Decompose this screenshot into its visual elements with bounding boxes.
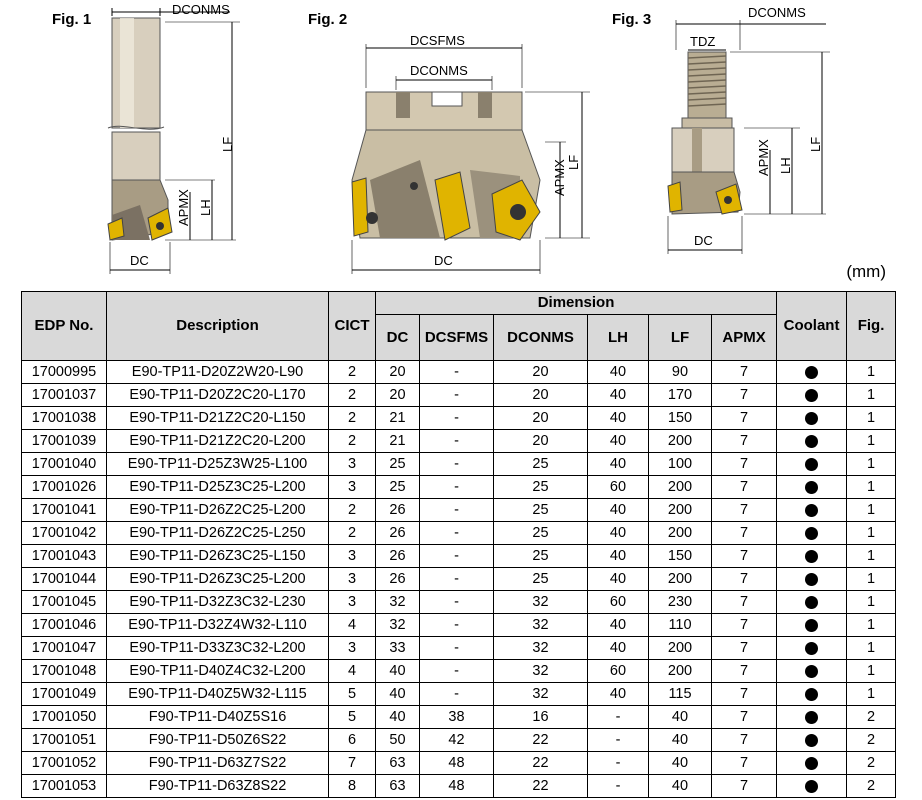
cell-fig: 1 — [847, 568, 896, 591]
cell-dcsfms: - — [420, 476, 494, 499]
cell-dcsfms: - — [420, 430, 494, 453]
cell-dc: 40 — [376, 683, 420, 706]
coolant-dot-icon — [805, 435, 818, 448]
cell-lh: 40 — [588, 407, 649, 430]
coolant-dot-icon — [805, 711, 818, 724]
cell-apmx: 7 — [712, 499, 777, 522]
fig3-drawing — [612, 5, 830, 254]
cell-cict: 3 — [329, 476, 376, 499]
cell-apmx: 7 — [712, 545, 777, 568]
fig2-dcsfms-label: DCSFMS — [410, 33, 465, 48]
col-header-description: Description — [107, 292, 329, 361]
cell-apmx: 7 — [712, 637, 777, 660]
cell-dcsfms: - — [420, 522, 494, 545]
col-header-fig: Fig. — [847, 292, 896, 361]
coolant-dot-icon — [805, 734, 818, 747]
col-header-coolant: Coolant — [777, 292, 847, 361]
cell-description: F90-TP11-D63Z7S22 — [107, 752, 329, 775]
cell-dc: 26 — [376, 568, 420, 591]
figures-panel — [0, 0, 922, 290]
table-row — [22, 522, 896, 545]
cell-lh: 40 — [588, 361, 649, 384]
cell-cict: 3 — [329, 545, 376, 568]
cell-edp-no: 17001037 — [22, 384, 107, 407]
coolant-dot-icon — [805, 665, 818, 678]
cell-dconms: 32 — [494, 591, 588, 614]
cell-cict: 3 — [329, 637, 376, 660]
fig2-lf-label: LF — [566, 154, 581, 170]
cell-lf: 200 — [649, 499, 712, 522]
cell-cict: 3 — [329, 453, 376, 476]
cell-lh: - — [588, 775, 649, 798]
cell-dcsfms: 38 — [420, 706, 494, 729]
cell-lf: 200 — [649, 568, 712, 591]
cell-description: F90-TP11-D63Z8S22 — [107, 775, 329, 798]
cell-edp-no: 17001046 — [22, 614, 107, 637]
cell-edp-no: 17001052 — [22, 752, 107, 775]
cell-edp-no: 17001047 — [22, 637, 107, 660]
cell-apmx: 7 — [712, 407, 777, 430]
cell-lh: 40 — [588, 499, 649, 522]
cell-dc: 25 — [376, 453, 420, 476]
table-body — [22, 361, 896, 798]
cell-dcsfms: - — [420, 614, 494, 637]
cell-dcsfms: - — [420, 545, 494, 568]
cell-fig: 2 — [847, 706, 896, 729]
cell-dcsfms: - — [420, 499, 494, 522]
cell-dcsfms: - — [420, 568, 494, 591]
cell-cict: 7 — [329, 752, 376, 775]
cell-fig: 1 — [847, 430, 896, 453]
cell-dc: 20 — [376, 361, 420, 384]
cell-dcsfms: - — [420, 453, 494, 476]
coolant-dot-icon — [805, 527, 818, 540]
cell-description: E90-TP11-D26Z3C25-L150 — [107, 545, 329, 568]
fig1-label: Fig. 1 — [52, 11, 92, 28]
fig1-apmx-label: APMX — [176, 189, 191, 226]
cell-description: E90-TP11-D32Z4W32-L110 — [107, 614, 329, 637]
cell-lh: 60 — [588, 660, 649, 683]
cell-fig: 1 — [847, 660, 896, 683]
col-header-apmx: APMX — [712, 315, 777, 361]
cell-description: F90-TP11-D50Z6S22 — [107, 729, 329, 752]
cell-edp-no: 17000995 — [22, 361, 107, 384]
coolant-dot-icon — [805, 688, 818, 701]
fig2-label: Fig. 2 — [308, 11, 348, 28]
table-row — [22, 384, 896, 407]
cell-dcsfms: - — [420, 361, 494, 384]
cell-coolant — [777, 775, 847, 798]
cell-edp-no: 17001050 — [22, 706, 107, 729]
cell-lf: 200 — [649, 637, 712, 660]
cell-lf: 200 — [649, 430, 712, 453]
cell-dconms: 25 — [494, 453, 588, 476]
col-header-dimension: Dimension — [376, 292, 777, 315]
cell-fig: 1 — [847, 614, 896, 637]
cell-dconms: 20 — [494, 430, 588, 453]
table-row — [22, 683, 896, 706]
cell-edp-no: 17001051 — [22, 729, 107, 752]
cell-apmx: 7 — [712, 453, 777, 476]
fig2-dconms-label: DCONMS — [410, 63, 468, 78]
cell-coolant — [777, 361, 847, 384]
cell-dcsfms: - — [420, 407, 494, 430]
cell-edp-no: 17001039 — [22, 430, 107, 453]
cell-cict: 2 — [329, 407, 376, 430]
cell-fig: 1 — [847, 361, 896, 384]
cell-lf: 100 — [649, 453, 712, 476]
cell-apmx: 7 — [712, 568, 777, 591]
fig3-dc-label: DC — [694, 233, 713, 248]
cell-edp-no: 17001048 — [22, 660, 107, 683]
table-row — [22, 706, 896, 729]
cell-coolant — [777, 591, 847, 614]
cell-apmx: 7 — [712, 752, 777, 775]
cell-apmx: 7 — [712, 775, 777, 798]
cell-edp-no: 17001045 — [22, 591, 107, 614]
cell-dconms: 25 — [494, 522, 588, 545]
table-row — [22, 729, 896, 752]
cell-lh: 40 — [588, 522, 649, 545]
cell-fig: 1 — [847, 683, 896, 706]
table-row — [22, 614, 896, 637]
cell-coolant — [777, 706, 847, 729]
cell-lh: 40 — [588, 614, 649, 637]
cell-lf: 115 — [649, 683, 712, 706]
cell-description: E90-TP11-D25Z3W25-L100 — [107, 453, 329, 476]
fig2-apmx-label: APMX — [552, 159, 567, 196]
table-row — [22, 637, 896, 660]
cell-apmx: 7 — [712, 683, 777, 706]
table-row — [22, 775, 896, 798]
fig2-dc-label: DC — [434, 253, 453, 268]
cell-fig: 1 — [847, 384, 896, 407]
cell-dconms: 25 — [494, 476, 588, 499]
cell-dconms: 22 — [494, 775, 588, 798]
table-row — [22, 499, 896, 522]
cell-dc: 21 — [376, 430, 420, 453]
cell-dc: 32 — [376, 614, 420, 637]
coolant-dot-icon — [805, 550, 818, 563]
cell-dconms: 25 — [494, 499, 588, 522]
cell-cict: 2 — [329, 384, 376, 407]
fig3-tdz-label: TDZ — [690, 34, 716, 49]
cell-lh: 40 — [588, 384, 649, 407]
cell-lf: 40 — [649, 729, 712, 752]
cell-dc: 63 — [376, 775, 420, 798]
table-row — [22, 591, 896, 614]
cell-lf: 200 — [649, 660, 712, 683]
col-header-dcsfms: DCSFMS — [420, 315, 494, 361]
cell-dcsfms: - — [420, 660, 494, 683]
cell-dconms: 16 — [494, 706, 588, 729]
cell-lf: 170 — [649, 384, 712, 407]
col-header-edp: EDP No. — [22, 292, 107, 361]
cell-description: E90-TP11-D20Z2W20-L90 — [107, 361, 329, 384]
cell-description: E90-TP11-D25Z3C25-L200 — [107, 476, 329, 499]
cell-lh: 40 — [588, 545, 649, 568]
cell-coolant — [777, 752, 847, 775]
fig3-label: Fig. 3 — [612, 11, 652, 28]
cell-apmx: 7 — [712, 361, 777, 384]
cell-dcsfms: - — [420, 384, 494, 407]
coolant-dot-icon — [805, 619, 818, 632]
cell-lf: 200 — [649, 522, 712, 545]
cell-description: E90-TP11-D21Z2C20-L150 — [107, 407, 329, 430]
cell-dconms: 20 — [494, 384, 588, 407]
cell-description: E90-TP11-D26Z3C25-L200 — [107, 568, 329, 591]
cell-edp-no: 17001038 — [22, 407, 107, 430]
cell-fig: 1 — [847, 476, 896, 499]
table-row — [22, 407, 896, 430]
coolant-dot-icon — [805, 757, 818, 770]
cell-apmx: 7 — [712, 430, 777, 453]
cell-dconms: 20 — [494, 361, 588, 384]
cell-apmx: 7 — [712, 476, 777, 499]
fig3-lf-label: LF — [808, 136, 823, 152]
cell-coolant — [777, 545, 847, 568]
cell-fig: 1 — [847, 522, 896, 545]
cell-lf: 200 — [649, 476, 712, 499]
cell-cict: 2 — [329, 522, 376, 545]
coolant-dot-icon — [805, 481, 818, 494]
col-header-lh: LH — [588, 315, 649, 361]
cell-fig: 2 — [847, 729, 896, 752]
cell-apmx: 7 — [712, 591, 777, 614]
cell-dconms: 20 — [494, 407, 588, 430]
fig3-dconms-label: DCONMS — [748, 5, 806, 20]
cell-cict: 5 — [329, 706, 376, 729]
col-header-dc: DC — [376, 315, 420, 361]
cell-fig: 1 — [847, 453, 896, 476]
coolant-dot-icon — [805, 389, 818, 402]
cell-lf: 150 — [649, 545, 712, 568]
cell-coolant — [777, 453, 847, 476]
fig3-lh-label: LH — [778, 157, 793, 174]
cell-coolant — [777, 407, 847, 430]
cell-edp-no: 17001044 — [22, 568, 107, 591]
cell-coolant — [777, 430, 847, 453]
cell-dc: 50 — [376, 729, 420, 752]
cell-lh: 40 — [588, 637, 649, 660]
cell-lf: 90 — [649, 361, 712, 384]
cell-coolant — [777, 499, 847, 522]
col-header-lf: LF — [649, 315, 712, 361]
cell-lh: - — [588, 729, 649, 752]
cell-edp-no: 17001043 — [22, 545, 107, 568]
cell-fig: 2 — [847, 752, 896, 775]
cell-dconms: 25 — [494, 568, 588, 591]
cell-dconms: 32 — [494, 683, 588, 706]
spec-table — [21, 291, 896, 798]
cell-apmx: 7 — [712, 614, 777, 637]
coolant-dot-icon — [805, 412, 818, 425]
cell-description: F90-TP11-D40Z5S16 — [107, 706, 329, 729]
cell-dc: 63 — [376, 752, 420, 775]
cell-description: E90-TP11-D20Z2C20-L170 — [107, 384, 329, 407]
cell-dcsfms: - — [420, 637, 494, 660]
cell-coolant — [777, 476, 847, 499]
table-row — [22, 476, 896, 499]
cell-lf: 230 — [649, 591, 712, 614]
cell-description: E90-TP11-D33Z3C32-L200 — [107, 637, 329, 660]
coolant-dot-icon — [805, 504, 818, 517]
cell-dc: 33 — [376, 637, 420, 660]
cell-edp-no: 17001040 — [22, 453, 107, 476]
cell-dcsfms: 42 — [420, 729, 494, 752]
cell-coolant — [777, 660, 847, 683]
cell-cict: 2 — [329, 499, 376, 522]
cell-coolant — [777, 614, 847, 637]
cell-cict: 4 — [329, 660, 376, 683]
cell-dconms: 32 — [494, 660, 588, 683]
cell-fig: 1 — [847, 637, 896, 660]
table-row — [22, 660, 896, 683]
cell-edp-no: 17001041 — [22, 499, 107, 522]
cell-lf: 40 — [649, 775, 712, 798]
cell-dconms: 32 — [494, 614, 588, 637]
cell-dc: 32 — [376, 591, 420, 614]
cell-fig: 1 — [847, 499, 896, 522]
table-row — [22, 361, 896, 384]
coolant-dot-icon — [805, 573, 818, 586]
cell-dconms: 32 — [494, 637, 588, 660]
coolant-dot-icon — [805, 596, 818, 609]
cell-edp-no: 17001026 — [22, 476, 107, 499]
cell-cict: 6 — [329, 729, 376, 752]
cell-lh: 40 — [588, 453, 649, 476]
cell-fig: 1 — [847, 545, 896, 568]
cell-apmx: 7 — [712, 384, 777, 407]
cell-cict: 5 — [329, 683, 376, 706]
cell-coolant — [777, 522, 847, 545]
cell-description: E90-TP11-D32Z3C32-L230 — [107, 591, 329, 614]
cell-cict: 2 — [329, 361, 376, 384]
cell-coolant — [777, 384, 847, 407]
cell-cict: 3 — [329, 591, 376, 614]
cell-lf: 110 — [649, 614, 712, 637]
cell-fig: 2 — [847, 775, 896, 798]
fig1-lf-label: LF — [220, 136, 235, 152]
table-row — [22, 453, 896, 476]
cell-lf: 150 — [649, 407, 712, 430]
coolant-dot-icon — [805, 458, 818, 471]
cell-coolant — [777, 568, 847, 591]
cell-dc: 20 — [376, 384, 420, 407]
cell-dc: 26 — [376, 545, 420, 568]
cell-dc: 21 — [376, 407, 420, 430]
cell-lh: 60 — [588, 476, 649, 499]
fig1-dc-label: DC — [130, 253, 149, 268]
cell-description: E90-TP11-D21Z2C20-L200 — [107, 430, 329, 453]
cell-lh: - — [588, 706, 649, 729]
fig2-drawing — [308, 11, 590, 274]
cell-lf: 40 — [649, 752, 712, 775]
cell-dc: 40 — [376, 706, 420, 729]
cell-dc: 25 — [376, 476, 420, 499]
cell-apmx: 7 — [712, 660, 777, 683]
coolant-dot-icon — [805, 642, 818, 655]
col-header-dconms: DCONMS — [494, 315, 588, 361]
table-row — [22, 752, 896, 775]
cell-dcsfms: 48 — [420, 775, 494, 798]
cell-lh: 40 — [588, 430, 649, 453]
cell-description: E90-TP11-D40Z4C32-L200 — [107, 660, 329, 683]
cell-coolant — [777, 637, 847, 660]
col-header-cict: CICT — [329, 292, 376, 361]
cell-dcsfms: 48 — [420, 752, 494, 775]
cell-dcsfms: - — [420, 591, 494, 614]
cell-dc: 26 — [376, 499, 420, 522]
fig1-lh-label: LH — [198, 199, 213, 216]
cell-dconms: 25 — [494, 545, 588, 568]
cell-cict: 4 — [329, 614, 376, 637]
cell-apmx: 7 — [712, 706, 777, 729]
coolant-dot-icon — [805, 780, 818, 793]
cell-dconms: 22 — [494, 752, 588, 775]
cell-coolant — [777, 683, 847, 706]
cell-lf: 40 — [649, 706, 712, 729]
coolant-dot-icon — [805, 366, 818, 379]
cell-edp-no: 17001049 — [22, 683, 107, 706]
cell-description: E90-TP11-D26Z2C25-L200 — [107, 499, 329, 522]
table-row — [22, 568, 896, 591]
cell-dcsfms: - — [420, 683, 494, 706]
cell-cict: 3 — [329, 568, 376, 591]
cell-dc: 26 — [376, 522, 420, 545]
cell-edp-no: 17001053 — [22, 775, 107, 798]
cell-edp-no: 17001042 — [22, 522, 107, 545]
cell-lh: 60 — [588, 591, 649, 614]
cell-apmx: 7 — [712, 729, 777, 752]
unit-label: (mm) — [846, 262, 886, 281]
cell-lh: 40 — [588, 683, 649, 706]
cell-dc: 40 — [376, 660, 420, 683]
fig1-dconms-label: DCONMS — [172, 2, 230, 17]
cell-cict: 2 — [329, 430, 376, 453]
cell-fig: 1 — [847, 591, 896, 614]
cell-coolant — [777, 729, 847, 752]
cell-apmx: 7 — [712, 522, 777, 545]
table-row — [22, 430, 896, 453]
cell-lh: 40 — [588, 568, 649, 591]
cell-description: E90-TP11-D40Z5W32-L115 — [107, 683, 329, 706]
cell-fig: 1 — [847, 407, 896, 430]
fig3-apmx-label: APMX — [756, 139, 771, 176]
cell-cict: 8 — [329, 775, 376, 798]
cell-lh: - — [588, 752, 649, 775]
fig1-drawing — [52, 2, 240, 274]
cell-description: E90-TP11-D26Z2C25-L250 — [107, 522, 329, 545]
table-row — [22, 545, 896, 568]
cell-dconms: 22 — [494, 729, 588, 752]
